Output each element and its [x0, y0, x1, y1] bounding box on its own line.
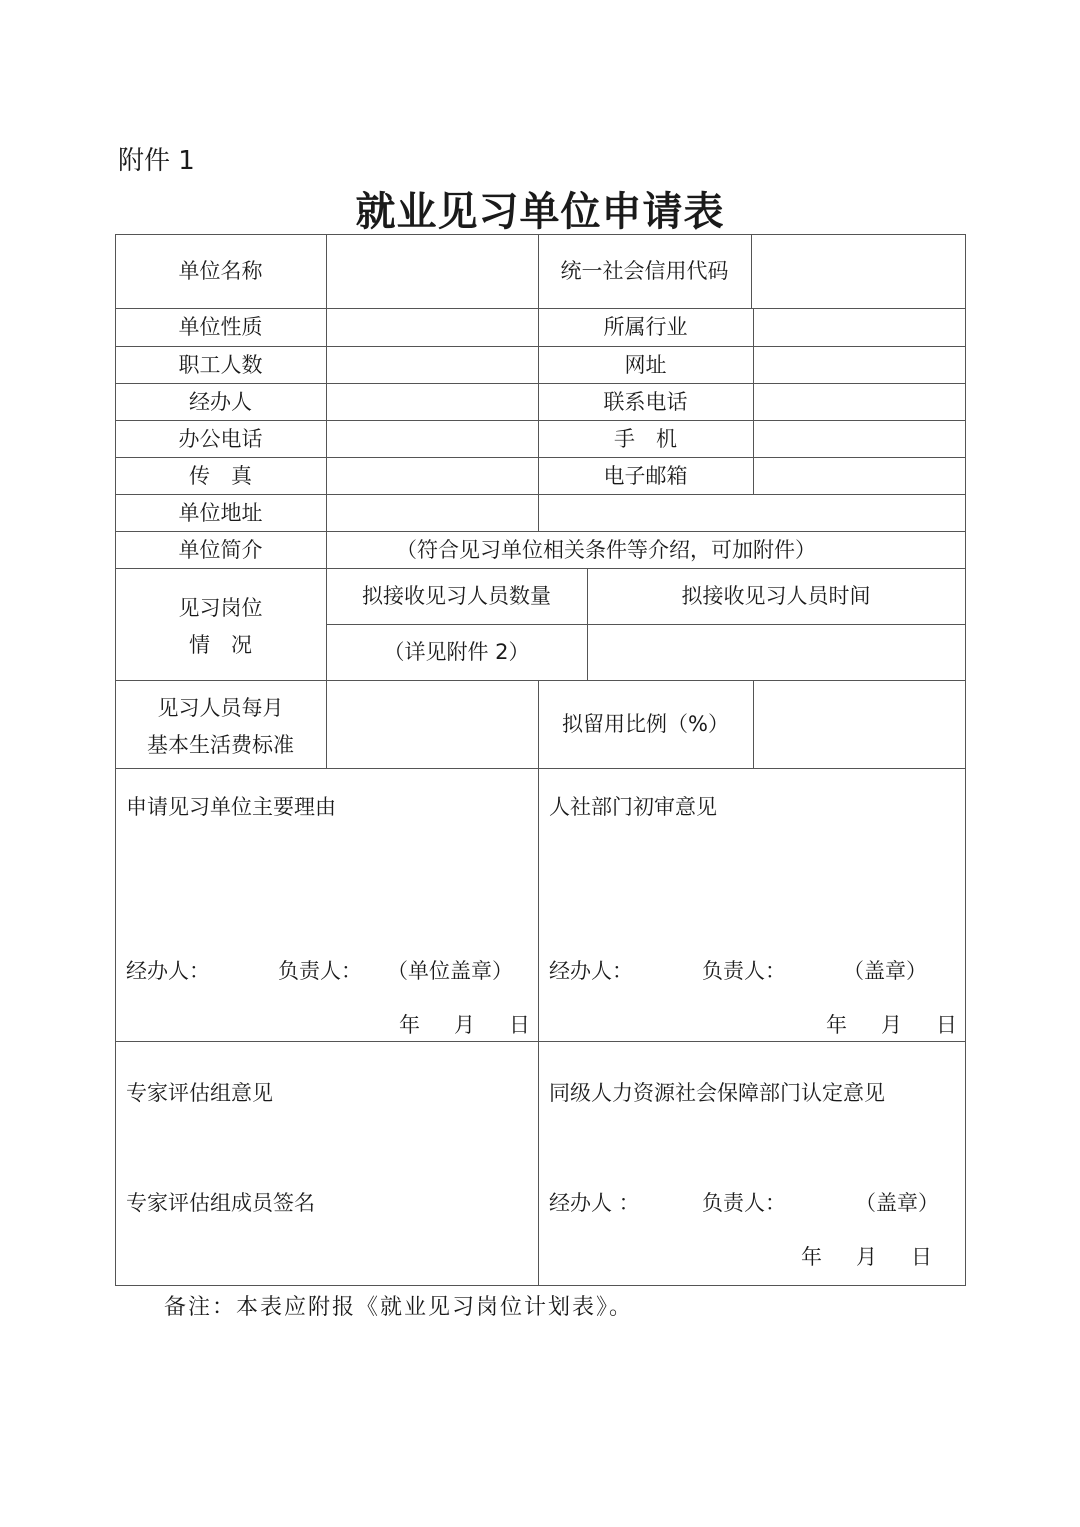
profile-hint[interactable]: （符合见习单位相关条件等介绍，可加附件） [396, 537, 816, 562]
reason-sign-principal: 负责人： [278, 959, 362, 983]
row-line [115, 1285, 966, 1286]
hr-sign-principal: 负责人： [702, 959, 786, 983]
expert-opinion-title: 专家评估组意见 [126, 1081, 273, 1105]
label-address: 单位地址 [178, 500, 263, 525]
form-title: 就业见习单位申请表 [355, 188, 725, 235]
label-positions-line2: 情 况 [189, 633, 252, 657]
field-email[interactable] [753, 457, 965, 494]
field-credit-code[interactable] [751, 234, 965, 308]
column-line [965, 234, 966, 1285]
label-credit-code: 统一社会信用代码 [560, 259, 729, 283]
field-mobile[interactable] [753, 420, 965, 457]
field-allowance[interactable] [326, 680, 538, 768]
label-email: 电子邮箱 [603, 463, 688, 488]
field-employee-count[interactable] [326, 346, 538, 383]
label-intern-time: 拟接收见习人员时间 [681, 584, 871, 608]
label-positions-line1: 见习岗位 [178, 596, 263, 620]
column-line [538, 680, 539, 1285]
label-mobile: 手 机 [614, 426, 677, 451]
row-line [115, 1041, 966, 1042]
row-line [115, 768, 966, 769]
label-retention-ratio: 拟留用比例（%） [562, 712, 729, 736]
field-website[interactable] [753, 346, 965, 383]
hrss-seal: （盖章） [855, 1191, 939, 1215]
label-intern-count: 拟接收见习人员数量 [362, 584, 551, 608]
reason-sign-handler: 经办人： [126, 959, 210, 983]
field-contact-phone[interactable] [753, 383, 965, 420]
hr-date-month: 月 [881, 1013, 902, 1037]
hrss-date-day: 日 [911, 1245, 932, 1269]
field-address[interactable] [326, 494, 965, 531]
reason-date-month: 月 [454, 1013, 475, 1037]
field-unit-nature[interactable] [326, 308, 538, 346]
hr-review-title: 人社部门初审意见 [549, 795, 717, 819]
label-allowance-line1: 见习人员每月 [157, 696, 284, 720]
label-contact-phone: 联系电话 [603, 389, 688, 414]
hr-seal: （盖章） [843, 959, 927, 983]
label-office-phone: 办公电话 [178, 426, 263, 451]
label-website: 网址 [624, 352, 667, 377]
label-unit-nature: 单位性质 [178, 315, 263, 339]
label-handler: 经办人 [189, 389, 252, 414]
label-employee-count: 职工人数 [178, 352, 263, 377]
label-unit-name: 单位名称 [178, 259, 263, 283]
hr-date-year: 年 [826, 1013, 847, 1037]
hrss-sign-principal: 负责人： [702, 1191, 786, 1215]
field-retention-ratio[interactable] [753, 680, 965, 768]
hrss-sign-handler: 经办人 ： [549, 1191, 640, 1215]
label-industry: 所属行业 [603, 315, 688, 339]
hr-date-day: 日 [936, 1013, 957, 1037]
reason-title: 申请见习单位主要理由 [126, 795, 336, 819]
hrss-date-month: 月 [856, 1245, 877, 1269]
expert-signature-label: 专家评估组成员签名 [126, 1191, 315, 1215]
attachment-label: 附件 1 [118, 146, 195, 176]
reason-date-year: 年 [399, 1013, 420, 1037]
field-unit-name[interactable] [326, 234, 538, 308]
label-allowance-line2: 基本生活费标准 [147, 733, 294, 757]
label-fax: 传 真 [189, 463, 252, 488]
hr-sign-handler: 经办人： [549, 959, 633, 983]
hrss-date-year: 年 [801, 1245, 822, 1269]
field-fax[interactable] [326, 457, 538, 494]
reason-date-day: 日 [509, 1013, 530, 1037]
hrss-opinion-title: 同级人力资源社会保障部门认定意见 [549, 1081, 885, 1105]
label-profile: 单位简介 [178, 537, 263, 562]
see-attachment-2: （详见附件 2） [383, 640, 530, 664]
field-office-phone[interactable] [326, 420, 538, 457]
field-industry[interactable] [753, 308, 965, 346]
field-handler[interactable] [326, 383, 538, 420]
footnote: 备注：本表应附报《就业见习岗位计划表》。 [164, 1295, 634, 1320]
reason-unit-seal: （单位盖章） [387, 959, 513, 983]
field-intern-time[interactable] [587, 624, 965, 680]
